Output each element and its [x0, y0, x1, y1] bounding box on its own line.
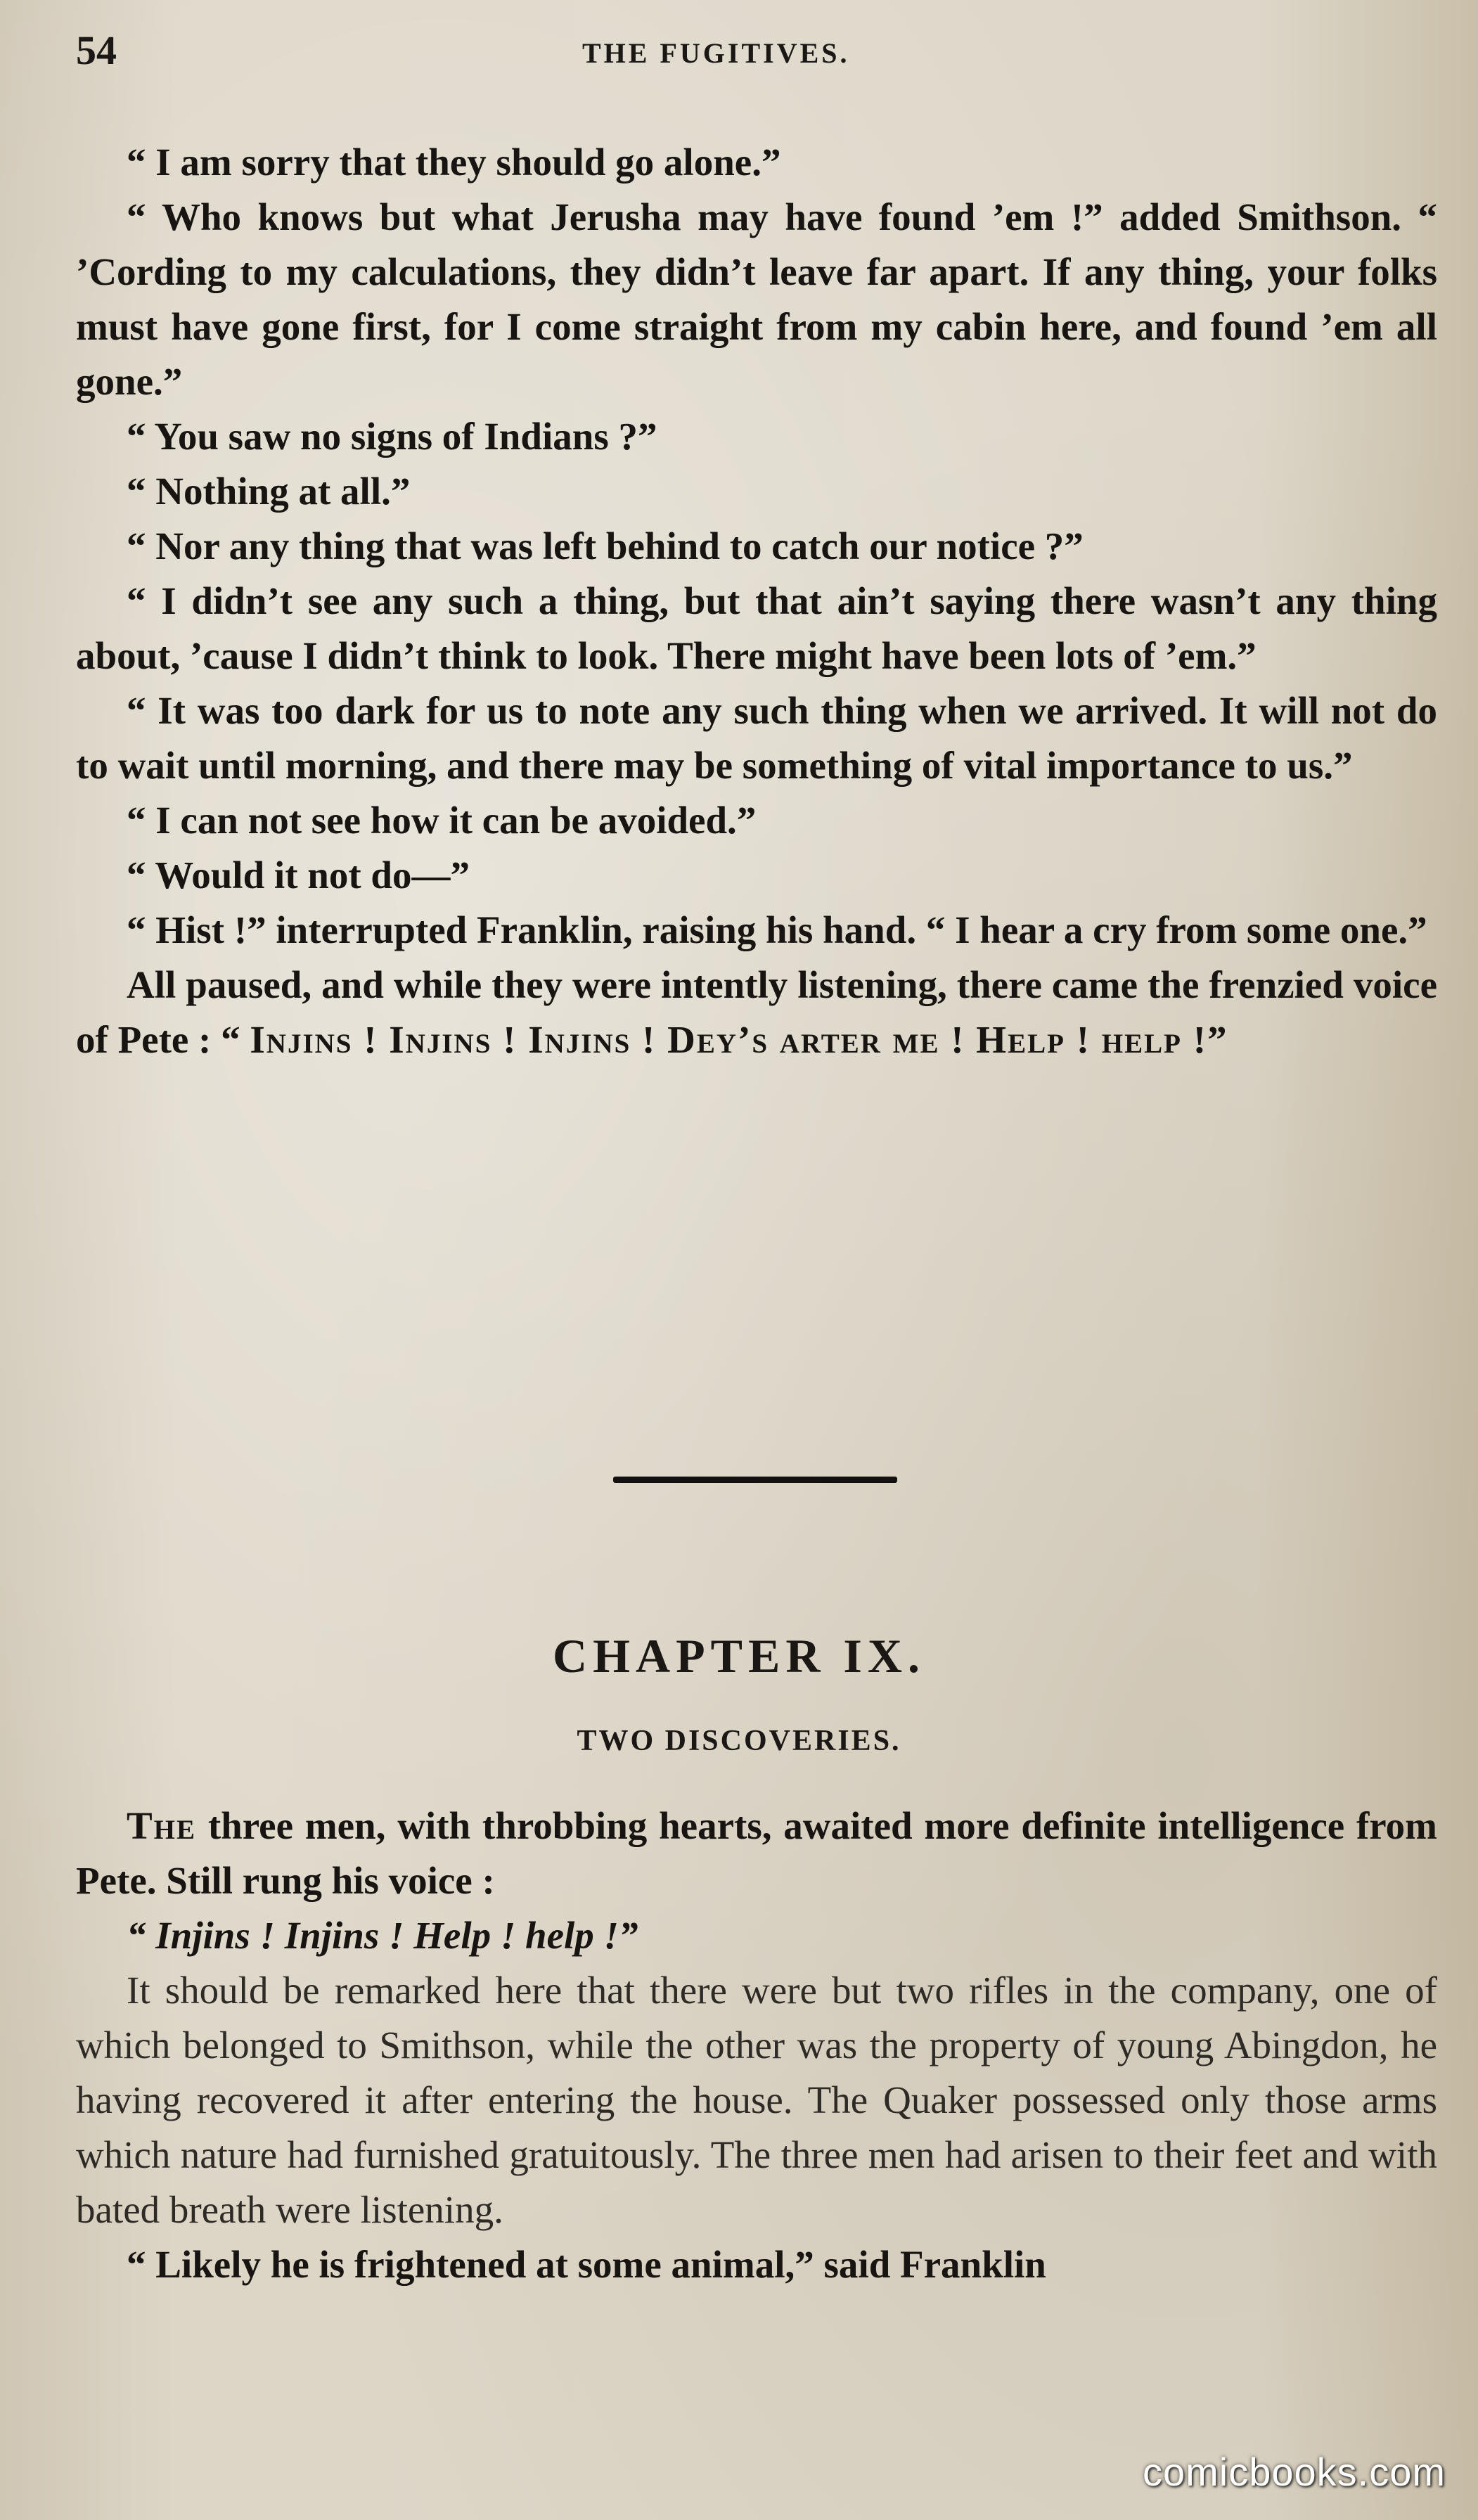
shout-close: ” [1207, 1018, 1227, 1061]
opening-rest: three men, with throbbing hearts, awaited more definite intelligence from Pete. Still rung his voice : [76, 1804, 1437, 1902]
paragraph: “ Would it not do—” [127, 854, 470, 896]
paragraph: “ You saw no signs of Indians ?” [127, 415, 657, 458]
shout-text: Injins ! Injins ! Injins ! Dey’s arter me ! Help ! help ! [250, 1018, 1208, 1061]
chapter-heading: CHAPTER IX. [552, 1629, 926, 1683]
paragraph: “ I didn’t see any such a thing, but that ain’t saying there wasn’t any thing about, ’cause I didn’t think to look. There might have been lots of ’em.” [76, 579, 1437, 677]
page-number: 54 [76, 27, 117, 73]
shout-lead: All paused, and while they were intently listening, there came the frenzied voice of Pete : “ [76, 963, 1437, 1061]
paragraph: “ Nothing at all.” [127, 470, 411, 513]
paragraph-italic-cry: “ Injins ! Injins ! Help ! help !” [127, 1914, 638, 1957]
section-divider-rule [613, 1477, 897, 1483]
running-title: THE FUGITIVES. [582, 37, 850, 69]
paragraph: “ Likely he is frightened at some animal,” said Franklin [127, 2243, 1046, 2286]
paragraph: “ It was too dark for us to note any such thing when we arrived. It will not do to wait until morning, and there may be something of vital importance to us.” [76, 689, 1437, 787]
paragraph: It should be remarked here that there were but two rifles in the company, one of which belonged to Smithson, while the other was the property of young Abingdon, he having recovered it after entering the house. The Quaker possessed only those arms which nature had furnished gratuitously. The three men had arisen to their feet and with bated breath were listening. [76, 1969, 1437, 2231]
paragraph: “ Nor any thing that was left behind to catch our notice ?” [127, 525, 1084, 567]
chapter-subtitle: TWO DISCOVERIES. [577, 1725, 901, 1757]
chapter-text [76, 1799, 1437, 2292]
paragraph: “ Hist !” interrupted Franklin, raising his hand. “ I hear a cry from some one.” [127, 908, 1427, 951]
text-before-break [76, 135, 1437, 1067]
paragraph: “ Who knows but what Jerusha may have found ’em !” added Smithson. “ ’Cording to my calculations, they didn’t leave far apart. If any thing, your folks must have gone first, for I come straight from my cabin here, and found ’em all gone.” [76, 195, 1437, 403]
watermark: comicbooks.com [1142, 2450, 1446, 2494]
paragraph: “ I can not see how it can be avoided.” [127, 799, 757, 842]
paragraph-pete-shout [76, 958, 1437, 1067]
running-head [76, 27, 1412, 83]
paragraph: “ I am sorry that they should go alone.” [127, 141, 781, 184]
paragraph-chapter-opening [76, 1799, 1437, 1908]
opening-word: The [127, 1804, 197, 1847]
